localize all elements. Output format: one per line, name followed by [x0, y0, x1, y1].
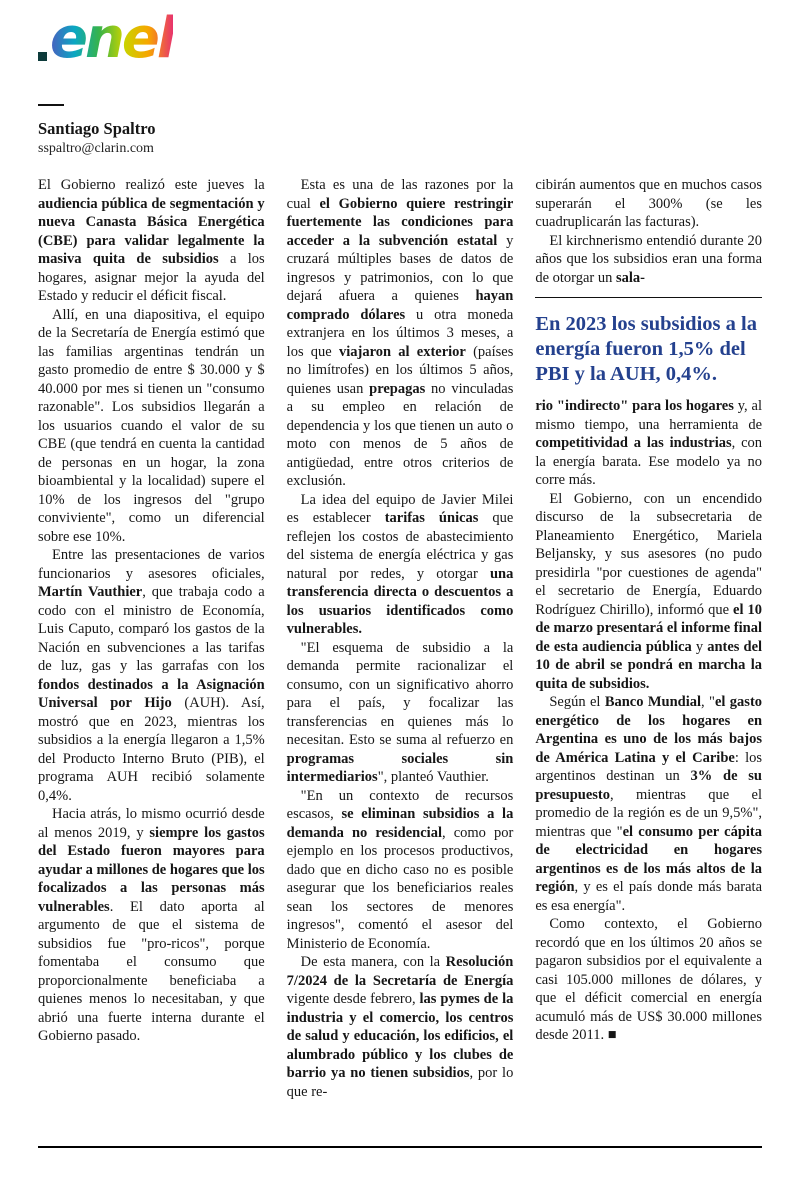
text-segment: Como contexto, el Gobierno recordó que en los últimos 20 años se pagaron subsidios por el equivalente a casi 105.000 millones de dólares, y que el déficit comercial en energía acumuló más de US$ 30.000 millones desde 2011.	[535, 916, 762, 1043]
paragraph	[38, 306, 265, 547]
text-segment: El Gobierno, con un encendido discurso de la subsecretaria de Planeamiento Energético, Mariela Beljansky, y sus asesores (no pudo presidirla "por cuestiones de agenda" el secretario de Energía, Eduardo Rodríguez Chirillo), informó que	[535, 490, 762, 618]
logo-mark-square	[38, 52, 47, 61]
text-segment: que reflejen los costos de abastecimiento del sistema de energía eléctrica y gas natural por redes, y otorgar	[286, 510, 514, 582]
bold-text-segment: fondos destinados a la Asignación Universal por Hijo	[38, 676, 265, 711]
text-segment: El kirchnerismo entendió durante 20 años que los subsidios eran una forma de otorgar un	[535, 232, 762, 286]
paragraph	[535, 915, 762, 1045]
paragraph	[38, 546, 265, 805]
bold-text-segment: Martín Vauthier	[38, 584, 143, 600]
bold-text-segment: viajaron al exterior	[338, 343, 466, 360]
bold-text-segment: se eliminan subsidios a la demanda no residencial	[286, 806, 514, 841]
bold-text-segment: Resolución 7/2024 de la Secretaría de Energía	[286, 954, 514, 989]
text-segment: Según el	[549, 694, 605, 710]
paragraph	[535, 693, 762, 915]
bold-text-segment: una transferencia directa o descuentos a los usuarios identificados como vulnerables.	[286, 565, 514, 637]
text-segment: , por lo que re-	[286, 1065, 514, 1100]
text-segment: ", planteó Vauthier.	[377, 769, 489, 785]
text-segment: "En un contexto de recursos escasos,	[286, 787, 514, 822]
text-segment: El Gobierno realizó este jueves la	[38, 177, 265, 193]
article-column-1	[38, 176, 265, 1124]
bold-text-segment: hayan comprado dólares	[286, 288, 514, 323]
paragraph	[535, 397, 762, 490]
bold-text-segment: rio "indirecto" para los hogares	[535, 398, 734, 414]
text-segment: , y es el país donde más barata es esa energía".	[535, 879, 762, 914]
paragraph	[287, 787, 514, 954]
masthead	[38, 0, 762, 94]
paragraph	[287, 491, 514, 639]
text-segment: a los hogares, asignar mejor la ayuda del Estado y reducir el déficit fiscal.	[38, 251, 265, 304]
text-segment: "El esquema de subsidio a la demanda permite racionalizar el consumo, con un significativo ahorro para el país, y focalizar las transferencias en quienes más lo necesitan. Esto se suma al refuerzo en	[286, 639, 514, 748]
text-segment: . El dato aporta al argumento de que el sistema de subsidios fue "pro-ricos", porque fomentaba el consumo que proporcionalmente beneficiaba a quienes menos lo necesitaban, y que abrió una fuerte interna durante el Gobierno pasado.	[38, 898, 265, 1044]
bold-text-segment: competitividad a las industrias	[535, 435, 732, 451]
text-segment: : los argentinos destinan un	[535, 749, 762, 784]
text-segment: , mientras que el promedio de la región es de un 9,5%", mientras que "	[535, 786, 762, 840]
bottom-rule	[38, 1146, 762, 1148]
paragraph	[287, 176, 514, 491]
text-segment: vigente desde febrero,	[286, 991, 420, 1007]
bold-text-segment: antes del 10 de abril se pondrá en marcha la quita de subsidios.	[535, 638, 762, 692]
bold-text-segment: programas sociales sin intermediarios	[286, 750, 514, 785]
text-segment: , como por ejemplo en los procesos productivos, dado que en dicho caso no es posible asegurar que los beneficiarios reales sean los sectores de menores ingresos", comentó el asesor del Ministerio de Economía.	[286, 824, 514, 952]
paragraph	[535, 176, 762, 232]
bold-text-segment: prepagas	[369, 380, 426, 397]
text-segment: (países no limítrofes) en los últimos 5 años, quienes usan	[286, 343, 514, 397]
bold-text-segment: el consumo per cápita de electricidad en hogares argentinos es de los más altos de la región	[535, 823, 762, 895]
text-segment: no vinculadas a su empleo en relación de dependencia y los que tienen un auto o moto con menos de 5 años de antigüedad, entre otros criterios de exclusión.	[286, 380, 514, 489]
byline	[38, 104, 762, 158]
text-segment: Allí, en una diapositiva, el equipo de la Secretaría de Energía estimó que las familias argentinas tendrán un gasto promedio de entre $ 30.000 y $ 40.000 por mes si tienen un "consumo razonable". Los subsidios llegarán a los usuarios cuando el valor de su CBE (que tendrá en cuenta la cantidad de personas en un hogar, la zona bioambiental y la localidad) supere el 10% de los ingresos del "grupo conviviente", como un diferencial sobre ese 10%.	[38, 306, 265, 545]
paragraph	[535, 490, 762, 694]
text-segment: y, al mismo tiempo, una herramienta de	[535, 398, 762, 433]
bold-text-segment: sala-	[616, 269, 646, 286]
text-segment: u otra moneda extranjera en los últimos 3 meses, a los que	[286, 306, 514, 360]
byline-author: Santiago Spaltro	[38, 119, 156, 138]
text-segment: ■	[607, 1027, 617, 1043]
enel-logo: enel	[50, 6, 174, 71]
bold-text-segment: siempre los gastos del Estado fueron mayores para ayudar a millones de hogares que los focalizados a las personas más vulnerables	[38, 824, 265, 915]
paragraph	[38, 176, 265, 306]
bold-text-segment: el 10 de marzo presentará el informe final de esta audiencia pública	[535, 601, 762, 655]
text-segment: La idea del equipo de Javier Milei es establecer	[286, 491, 514, 526]
paragraph	[287, 953, 514, 1101]
paragraph	[535, 232, 762, 288]
bold-text-segment: audiencia pública de segmentación y nueva Canasta Básica Energética (CBE) para validar legalmente la masiva quita de subsidios	[38, 195, 265, 267]
article-body	[38, 176, 762, 1124]
bold-text-segment: las pymes de la industria y el comercio, los centros de salud y educación, los edificios, el alumbrado público y los clubes de barrio ya no tienen subsidios	[286, 991, 514, 1081]
text-segment: y	[691, 638, 708, 655]
paragraph	[38, 805, 265, 1046]
bold-text-segment: Banco Mundial	[604, 694, 702, 710]
byline-email: sspaltro@clarin.com	[38, 141, 154, 156]
text-segment: (AUH). Así, mostró que en 2023, mientras los subsidios a la energía llegaron a 1,5% del Producto Interno Bruto (PIB), el programa AUH recibió solamente 0,4%.	[38, 695, 265, 804]
text-segment: Entre las presentaciones de varios funcionarios y asesores oficiales,	[38, 547, 265, 582]
text-segment: y cruzará múltiples bases de datos de ingresos y patrimonios, con lo que dejará afuera a quienes	[286, 232, 514, 304]
text-segment: De esta manera, con la	[300, 954, 446, 970]
text-segment: Esta es una de las razones por la cual	[286, 177, 514, 212]
text-segment: cibirán aumentos que en muchos casos superarán el 300% (se les cuadruplicarán las facturas).	[535, 177, 762, 230]
bold-text-segment: 3% de su presupuesto	[535, 768, 762, 803]
article-column-2	[287, 176, 514, 1124]
bold-text-segment: tarifas únicas	[384, 510, 479, 526]
text-segment: Hacia atrás, lo mismo ocurrió desde al menos 2019, y	[38, 806, 265, 841]
paragraph	[287, 639, 514, 787]
text-segment: , con la energía barata. Ese modelo ya no corre más.	[535, 435, 762, 488]
text-segment: , que trabaja codo a codo con el ministro de Economía, Luis Caputo, comparó los gastos de la Nación en subvenciones a las tarifas de luz, gas y las garrafas con los	[38, 584, 265, 674]
byline-rule	[38, 104, 64, 106]
bold-text-segment: el gasto energético de los hogares en Argentina es uno de los más bajos de América Latina y el Caribe	[535, 694, 762, 766]
text-segment: , "	[701, 694, 715, 710]
article-column-3	[535, 176, 762, 1124]
bold-text-segment: el Gobierno quiere restringir fuertemente las condiciones para acceder a la subvención estatal	[286, 195, 514, 249]
pull-quote: En 2023 los subsidios a la energía fueron 1,5% del PBI y la AUH, 0,4%.	[535, 297, 762, 387]
